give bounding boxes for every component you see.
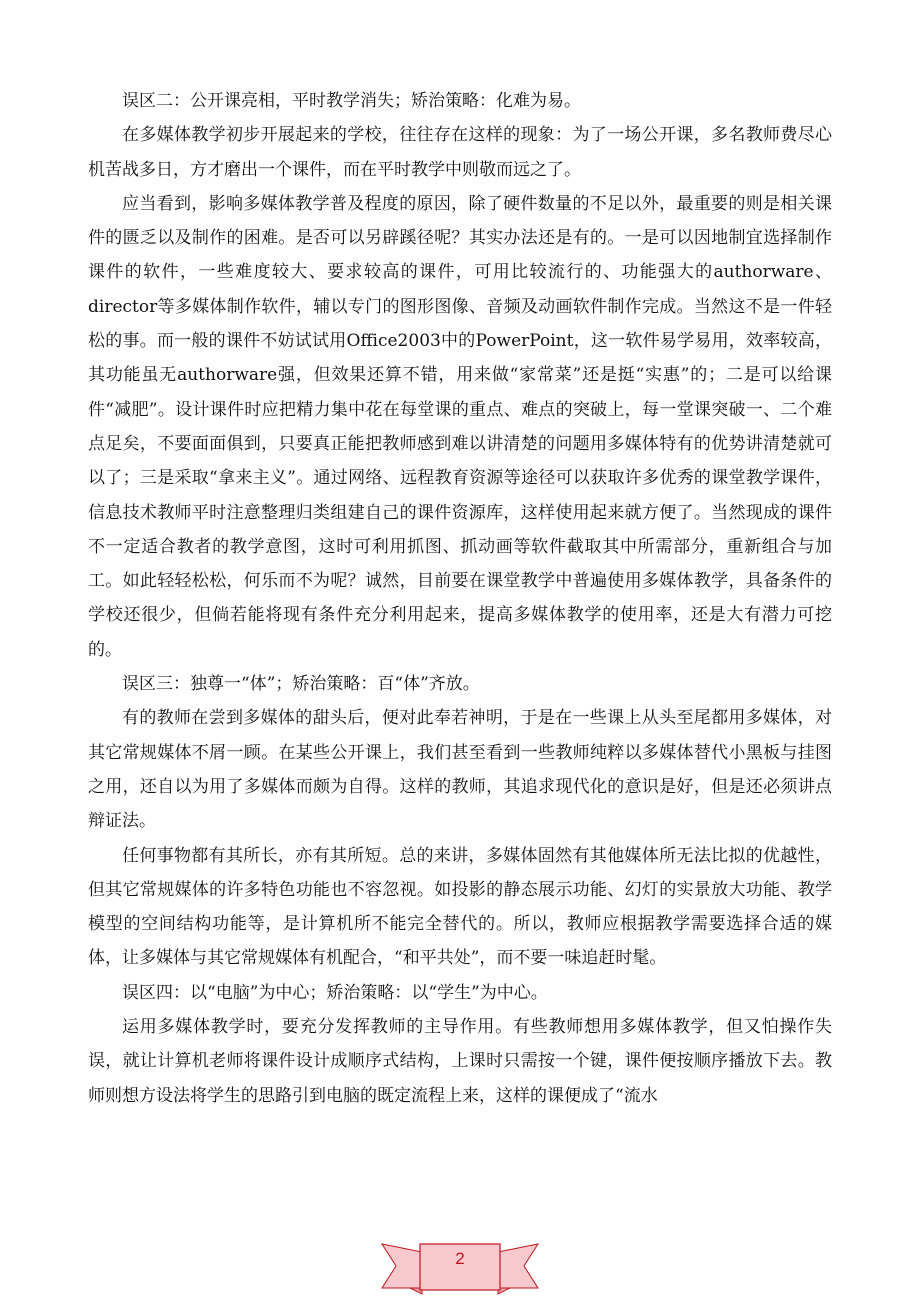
paragraph: 应当看到，影响多媒体教学普及程度的原因，除了硬件数量的不足以外，最重要的则是相关课件的匮乏以及制作的困难。是否可以另辟蹊径呢？其实办法还是有的。一是可以因地制宜选择制作课件的软件，一些难度较大、要求较高的课件，可用比较流行的、功能强大的authorware、director等多媒体制作软件，辅以专门的图形图像、音频及动画软件制作完成。当然这不是一件轻松的事。而一般的课件不妨试试用Office2003中的PowerPoint，这一软件易学易用，效率较高，其功能虽无authorware强，但效果还算不错，用来做“家常菜”还是挺“实惠”的；二是可以给课件“减肥”。设计课件时应把精力集中花在每堂课的重点、难点的突破上，每一堂课突破一、二个难点足矣，不要面面俱到，只要真正能把教师感到难以讲清楚的问题用多媒体特有的优势讲清楚就可以了；三是采取“拿来主义”。通过网络、远程教育资源等途径可以获取许多优秀的课堂教学课件，信息技术教师平时注意整理归类组建自己的课件资源库，这样使用起来就方便了。当然现成的课件不一定适合教者的教学意图，这时可利用抓图、抓动画等软件截取其中所需部分，重新组合与加工。如此轻轻松松，何乐而不为呢？诚然，目前要在课堂教学中普遍使用多媒体教学，具备条件的学校还很少，但倘若能将现有条件充分利用起来，提高多媒体教学的使用率，还是大有潜力可挖的。 xyxy=(88,193,832,660)
page-number: 2 xyxy=(455,1249,465,1268)
page-footer xyxy=(380,1232,540,1296)
paragraph: 运用多媒体教学时，要充分发挥教师的主导作用。有些教师想用多媒体教学，但又怕操作失误，就让计算机老师将课件设计成顺序式结构，上课时只需按一个键，课件便按顺序播放下去。教师则想方设法将学生的思路引到电脑的既定流程上来，这样的课便成了“流水 xyxy=(88,1017,832,1106)
document-body xyxy=(88,84,832,1113)
paragraph: 任何事物都有其所长，亦有其所短。总的来讲，多媒体固然有其他媒体所无法比拟的优越性，但其它常规媒体的许多特色功能也不容忽视。如投影的静态展示功能、幻灯的实景放大功能、教学模型的空间结构功能等，是计算机所不能完全替代的。所以，教师应根据教学需要选择合适的媒体，让多媒体与其它常规媒体有机配合，“和平共处”，而不要一味追赶时髦。 xyxy=(88,845,832,969)
paragraph: 在多媒体教学初步开展起来的学校，往往存在这样的现象：为了一场公开课，多名教师费尽心机苦战多日，方才磨出一个课件，而在平时教学中则敬而远之了。 xyxy=(88,125,832,180)
paragraph-heading-4: 误区四：以“电脑”为中心；矫治策略：以“学生”为中心。 xyxy=(122,982,548,1003)
paragraph: 有的教师在尝到多媒体的甜头后，便对此奉若神明，于是在一些课上从头至尾都用多媒体，对其它常规媒体不屑一顾。在某些公开课上，我们甚至看到一些教师纯粹以多媒体替代小黑板与挂图之用，还自以为用了多媒体而颇为自得。这样的教师，其追求现代化的意识是好，但是还必须讲点辩证法。 xyxy=(88,708,832,832)
paragraph-heading-3: 误区三：独尊一“体”；矫治策略：百“体”齐放。 xyxy=(122,674,480,695)
paragraph-heading-2: 误区二：公开课亮相，平时教学消失；矫治策略：化难为易。 xyxy=(122,91,581,111)
